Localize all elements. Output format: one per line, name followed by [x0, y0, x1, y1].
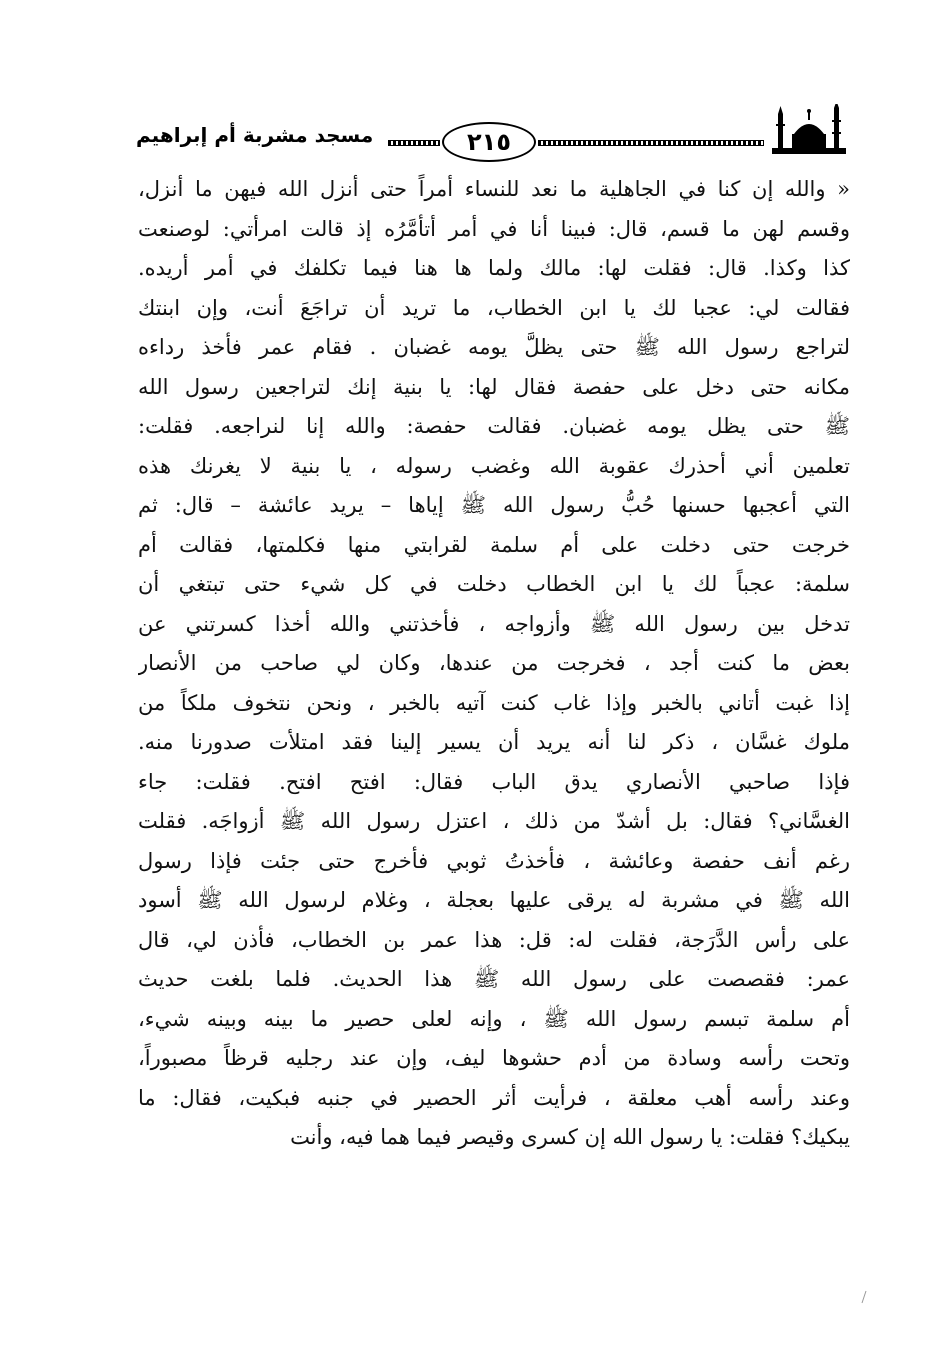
text-line: الله ﷺ في مشربة له يرقى عليها بعجلة ، وغلام لرسول الله ﷺ أسود [138, 888, 850, 912]
text-line: خرجت حتى دخلت على أم سلمة لقرابتي منها فكلمتها، فقالت أم [138, 532, 850, 557]
page-number: ٢١٥ [442, 122, 536, 162]
header-ornament-rule-left [388, 140, 440, 146]
text-line: على رأس الدَّرَجة، فقلت له: قل: هذا عمر بن الخطاب، فأذن لي، قال [138, 927, 850, 952]
text-line: « والله إن كنا في الجاهلية ما نعد للنساء أمراً حتى أنزل الله فيهن ما أنزل، [138, 177, 850, 201]
text-line: الغسَّاني؟ فقال: بل أشدّ من ذلك ، اعتزل رسول الله ﷺ أزواجَه. فقلت [138, 809, 850, 833]
main-text [138, 170, 850, 1158]
header-ornament-rule-right [538, 140, 764, 146]
text-line: إذا غبت أتاني بالخبر وإذا غاب كنت آتيه بالخبر ، ونحن نتخوف ملكاً من [138, 690, 850, 715]
text-line: ﷺ حتى يظل يومه غضبان. فقالت حفصة: والله إنا لنراجعه. فقلت: [138, 414, 850, 438]
text-line: عمر: فقصصت على رسول الله ﷺ هذا الحديث. فلما بلغت حديث [138, 967, 850, 991]
text-line: كذا وكذا. قال: فقلت لها: مالك ولما ها هنا فيما تكلفك في أمر أريده. [138, 256, 850, 280]
text-line: لتراجع رسول الله ﷺ حتى يظلَّ يومه غضبان . فقام عمر فأخذ رداءه [138, 335, 850, 359]
text-line: وعند رأسه أهب معلقة ، فرأيت أثر الحصير في جنبه فبكيت، فقال: ما [138, 1085, 850, 1110]
text-line: وقسم لهن ما قسم، قال: فبينا أنا في أمر أتأمَّرُه إذ قالت امرأتي: لوصنعت [138, 216, 850, 241]
text-line: فإذا صاحبي الأنصاري يدق الباب فقال: افتح افتح. فقلت: جاء [138, 769, 850, 794]
text-line: فقالت لي: عجبا لك يا ابن الخطاب، ما تريد أن تراجَعَ أنت، وإن ابنتك [138, 295, 850, 320]
text-line: التي أعجبها حسنها حُبُّ رسول الله ﷺ إياها – يريد عائشة – قال: ثم [138, 493, 850, 517]
chapter-title: مسجد مشربة أم إبراهيم [136, 123, 374, 147]
text-line: سلمة: عجباً لك يا ابن الخطاب دخلت في كل شيء حتى تبتغي أن [138, 572, 850, 596]
mosque-icon [772, 104, 846, 156]
text-line: يبكيك؟ فقلت: يا رسول الله إن كسرى وقيصر فيما هما فيه، وأنت [290, 1125, 850, 1149]
text-line: مكانه حتى دخل على حفصة فقال لها: يا بنية إنك لتراجعين رسول الله [138, 374, 850, 399]
margin-pen-mark [860, 1290, 868, 1304]
text-line: رغم أنف حفصة وعائشة ، فأخذتُ ثوبي فأخرج حتى جئت فإذا رسول [138, 848, 850, 873]
text-line: ملوك غسَّان ، ذكر لنا أنه يريد أن يسير إلينا فقد امتلأت صدورنا منه. [138, 730, 850, 754]
text-line: بعض ما كنت أجد ، فخرجت من عندها، وكان لي صاحب من الأنصار [138, 651, 850, 675]
text-line: وتحت رأسه وسادة من أدم حشوها ليف، وإن عند رجليه قرظاً مصبوراً، [138, 1046, 850, 1070]
page-header [120, 100, 850, 162]
text-line: تعلمين أني أحذرك عقوبة الله وغضب رسوله ، يا بنية لا يغرنك هذه [138, 453, 850, 478]
text-line: أم سلمة تبسم رسول الله ﷺ ، وإنه لعلى حصير ما بينه وبينه شيء، [138, 1006, 850, 1031]
text-line: تدخل بين رسول الله ﷺ وأزواجه ، فأخذتني والله أخذا كسرتني عن [138, 611, 850, 636]
